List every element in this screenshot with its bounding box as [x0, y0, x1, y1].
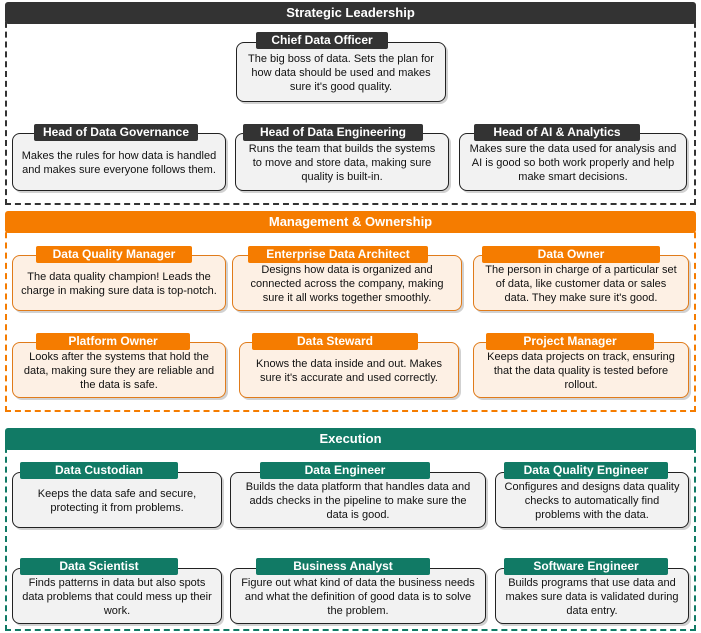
role-title-project-manager: Project Manager: [486, 333, 654, 350]
role-title-business-analyst: Business Analyst: [256, 558, 430, 575]
role-description: Makes sure the data used for analysis and AI is good so both work properly and help make smart decisions.: [469, 143, 677, 183]
section-header-execution: Execution: [5, 428, 696, 450]
role-description: The big boss of data. Sets the plan for how data should be used and makes sure it's good quality.: [248, 53, 434, 93]
section-header-management-ownership: Management & Ownership: [5, 211, 696, 233]
role-description: Builds the data platform that handles data and adds checks in the pipeline to make sure the data is good.: [245, 481, 471, 521]
card-head-of-ai-analytics: [459, 133, 687, 191]
role-description: Looks after the systems that hold the data, making sure they are reliable and the data is safe.: [23, 351, 215, 391]
card-data-owner: [473, 255, 689, 311]
role-title-data-owner: Data Owner: [482, 246, 660, 263]
card-data-steward: [239, 342, 459, 398]
role-description: Finds patterns in data but also spots data problems that could mess up their work.: [22, 577, 212, 617]
card-project-manager: [473, 342, 689, 398]
role-description: Knows the data inside and out. Makes sure it's accurate and used correctly.: [256, 358, 442, 384]
role-title-data-engineer: Data Engineer: [260, 462, 430, 479]
card-enterprise-data-architect: [232, 255, 462, 311]
role-description: Designs how data is organized and connected across the company, making sure it all works together smoothly.: [250, 264, 444, 304]
role-title-data-custodian: Data Custodian: [20, 462, 178, 479]
card-chief-data-officer: [236, 42, 446, 102]
role-title-data-scientist: Data Scientist: [20, 558, 178, 575]
card-platform-owner: [12, 342, 226, 398]
section-header-strategic-leadership: Strategic Leadership: [5, 2, 696, 24]
card-data-custodian: [12, 472, 222, 528]
role-title-data-quality-engineer: Data Quality Engineer: [504, 462, 668, 479]
role-title-software-engineer: Software Engineer: [504, 558, 668, 575]
role-title-head-of-data-engineering: Head of Data Engineering: [243, 124, 423, 141]
role-description: Makes the rules for how data is handled and makes sure everyone follows them.: [21, 150, 217, 176]
card-data-scientist: [12, 568, 222, 624]
card-data-quality-manager: [12, 255, 226, 311]
role-description: Keeps the data safe and secure, protecting it from problems.: [37, 488, 197, 514]
role-description: Builds programs that use data and makes sure data is validated during data entry.: [505, 577, 679, 617]
card-head-of-data-governance: [12, 133, 226, 191]
role-title-head-of-data-governance: Head of Data Governance: [34, 124, 198, 141]
role-description: Figure out what kind of data the business needs and what the definition of good data is to solve the problem.: [241, 577, 475, 617]
role-description: The data quality champion! Leads the charge in making sure data is top-notch.: [21, 271, 217, 297]
role-title-platform-owner: Platform Owner: [36, 333, 190, 350]
role-title-data-quality-manager: Data Quality Manager: [36, 246, 192, 263]
role-title-enterprise-data-architect: Enterprise Data Architect: [248, 246, 428, 263]
card-data-quality-engineer: [495, 472, 689, 528]
card-software-engineer: [495, 568, 689, 624]
role-description: Runs the team that builds the systems to move and store data, making sure quality is built-in.: [248, 143, 436, 183]
card-data-engineer: [230, 472, 486, 528]
role-description: Configures and designs data quality checks to automatically find problems with the data.: [504, 481, 680, 521]
role-description: The person in charge of a particular set of data, like customer data or sales data. They make sure it's good.: [485, 264, 677, 304]
card-business-analyst: [230, 568, 486, 624]
role-description: Keeps data projects on track, ensuring that the data quality is tested before rollout.: [487, 351, 675, 391]
role-title-head-of-ai-analytics: Head of AI & Analytics: [474, 124, 640, 141]
role-title-data-steward: Data Steward: [252, 333, 418, 350]
role-title-chief-data-officer: Chief Data Officer: [256, 32, 388, 49]
card-head-of-data-engineering: [235, 133, 449, 191]
